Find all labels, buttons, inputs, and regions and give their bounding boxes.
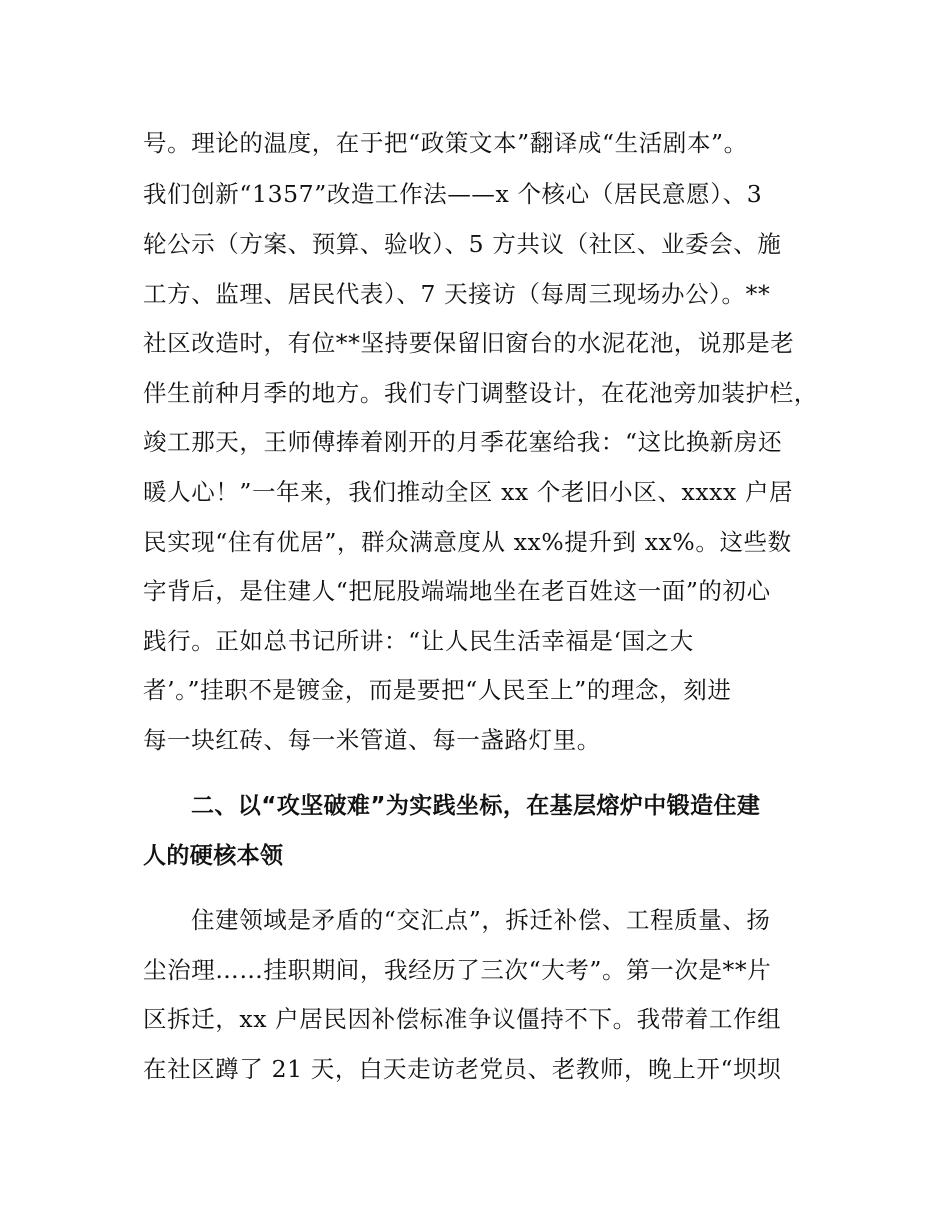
body-line: 号。理论的温度，在于把“政策文本”翻译成“生活剧本”。 — [143, 129, 748, 157]
body-line: 工方、监理、居民代表）、7 天接访（每周三现场办公）。** — [143, 280, 771, 308]
body-line: 暖人心！”一年来，我们推动全区 xx 个老旧小区、xxxx 户居 — [143, 478, 794, 506]
body-line: 民实现“住有优居”，群众满意度从 xx%提升到 xx%。这些数 — [143, 528, 792, 556]
body-line: 尘治理……挂职期间，我经历了三次“大考”。第一次是**片 — [143, 956, 772, 984]
body-line: 住建领域是矛盾的“交汇点”，拆迁补偿、工程质量、扬 — [191, 906, 771, 934]
section-heading: 人的硬核本领 — [143, 843, 284, 869]
body-line: 践行。正如总书记所讲：“让人民生活幸福是‘国之大 — [143, 627, 694, 655]
body-line: 每一块红砖、每一米管道、每一盏路灯里。 — [143, 726, 601, 754]
body-line: 竣工那天，王师傅捧着刚开的月季花塞给我：“这比换新房还 — [143, 428, 783, 456]
body-line: 我们创新“1357”改造工作法——x 个核心（居民意愿）、3 — [143, 180, 763, 208]
body-line: 者’。”挂职不是镀金，而是要把“人民至上”的理念，刻进 — [143, 676, 732, 704]
body-line: 社区改造时，有位**坚持要保留旧窗台的水泥花池，说那是老 — [143, 329, 795, 357]
body-line: 区拆迁，xx 户居民因补偿标准争议僵持不下。我带着工作组 — [143, 1005, 782, 1033]
body-line: 字背后，是住建人“把屁股端端地坐在老百姓这一面”的初心 — [143, 577, 771, 605]
body-line: 在社区蹲了 21 天，白天走访老党员、老教师，晚上开“坝坝 — [143, 1055, 782, 1083]
body-line: 伴生前种月季的地方。我们专门调整设计，在花池旁加装护栏， — [143, 379, 818, 407]
body-line: 轮公示（方案、预算、验收）、5 方共议（社区、业委会、施 — [143, 230, 782, 258]
section-heading: 二、以“攻坚破难”为实践坐标，在基层熔炉中锻造住建 — [191, 793, 761, 819]
